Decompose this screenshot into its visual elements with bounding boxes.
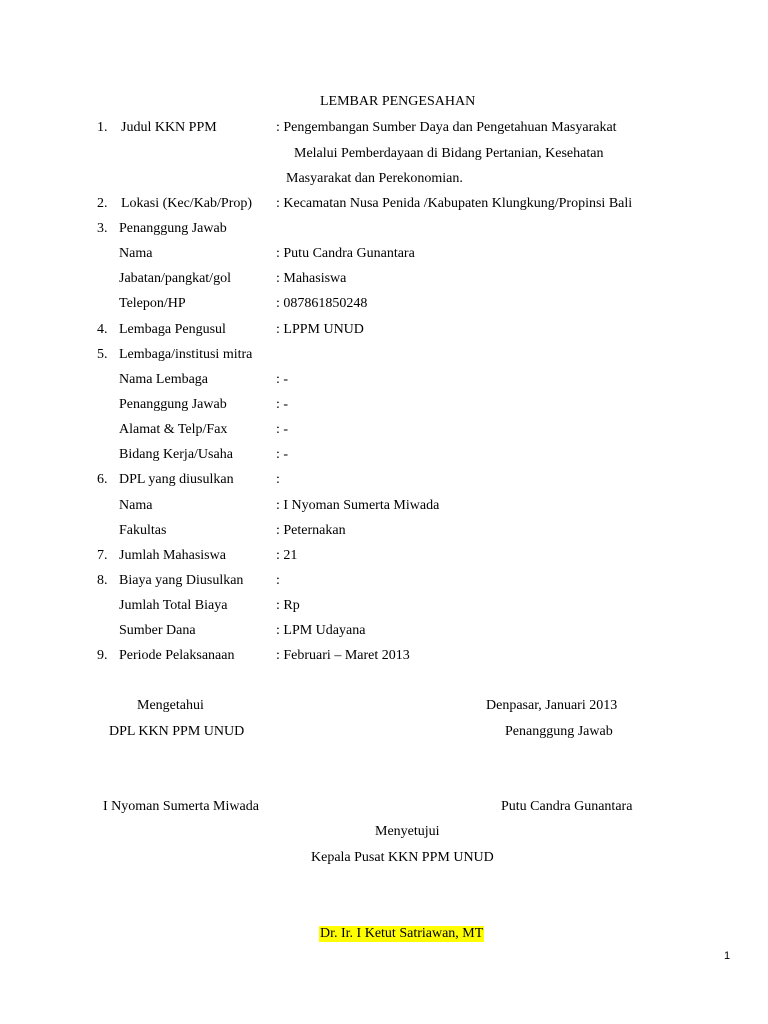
page-number: 1 — [724, 950, 731, 962]
sub-label: Jumlah Total Biaya — [119, 598, 228, 613]
sub-label: Bidang Kerja/Usaha — [119, 447, 233, 462]
item-number: 6. — [97, 472, 108, 487]
sub-label: Telepon/HP — [119, 296, 186, 311]
item-value: : Kecamatan Nusa Penida /Kabupaten Klungkung/Propinsi Bali — [276, 196, 633, 211]
left-signature-role: DPL KKN PPM UNUD — [109, 724, 245, 739]
item-label: Lembaga/institusi mitra — [119, 347, 253, 362]
right-signature-role: Penanggung Jawab — [505, 724, 613, 739]
sub-value: : I Nyoman Sumerta Miwada — [276, 498, 440, 513]
item-value-continuation: Masyarakat dan Perekonomian. — [286, 171, 463, 186]
sub-value: : Putu Candra Gunantara — [276, 246, 415, 261]
item-value: : Pengembangan Sumber Daya dan Pengetahuan Masyarakat — [276, 120, 617, 135]
sub-label: Penanggung Jawab — [119, 397, 227, 412]
sub-value: : LPM Udayana — [276, 623, 366, 638]
sub-label: Nama — [119, 246, 153, 261]
right-signatory-name: Putu Candra Gunantara — [501, 799, 633, 814]
item-number: 1. — [97, 120, 108, 135]
item-number: 3. — [97, 221, 108, 236]
approval-caption: Menyetujui — [375, 824, 440, 839]
item-value: : — [276, 573, 280, 588]
item-label: Lokasi (Kec/Kab/Prop) — [121, 196, 253, 211]
left-signature-caption: Mengetahui — [137, 698, 204, 713]
approval-role: Kepala Pusat KKN PPM UNUD — [311, 850, 494, 865]
item-number: 2. — [97, 196, 108, 211]
sub-label: Jabatan/pangkat/gol — [119, 271, 231, 286]
item-value: : 21 — [276, 548, 298, 563]
sub-value: : - — [276, 372, 289, 387]
sub-value: : - — [276, 447, 289, 462]
item-label: Jumlah Mahasiswa — [119, 548, 226, 563]
item-value: : LPPM UNUD — [276, 322, 364, 337]
right-signature-place-date: Denpasar, Januari 2013 — [486, 698, 618, 713]
sub-value: : Mahasiswa — [276, 271, 347, 286]
item-label: Periode Pelaksanaan — [119, 648, 235, 663]
item-value-continuation: Melalui Pemberdayaan di Bidang Pertanian, Kesehatan — [294, 146, 604, 161]
item-label: Lembaga Pengusul — [119, 322, 226, 337]
sub-value: : 087861850248 — [276, 296, 368, 311]
approval-signatory-name: Dr. Ir. I Ketut Satriawan, MT — [320, 926, 484, 941]
item-label: Judul KKN PPM — [121, 120, 217, 135]
document-title: LEMBAR PENGESAHAN — [320, 94, 476, 109]
sub-label: Alamat & Telp/Fax — [119, 422, 228, 437]
item-label: Biaya yang Diusulkan — [119, 573, 244, 588]
left-signatory-name: I Nyoman Sumerta Miwada — [103, 799, 259, 814]
item-value: : — [276, 472, 280, 487]
sub-label: Fakultas — [119, 523, 167, 538]
item-label: Penanggung Jawab — [119, 221, 227, 236]
item-number: 8. — [97, 573, 108, 588]
item-value: : Februari – Maret 2013 — [276, 648, 410, 663]
item-number: 5. — [97, 347, 108, 362]
item-number: 4. — [97, 322, 108, 337]
sub-value: : Peternakan — [276, 523, 346, 538]
sub-label: Sumber Dana — [119, 623, 196, 638]
sub-label: Nama Lembaga — [119, 372, 209, 387]
sub-value: : - — [276, 397, 289, 412]
sub-value: : Rp — [276, 598, 300, 613]
item-label: DPL yang diusulkan — [119, 472, 234, 487]
item-number: 9. — [97, 648, 108, 663]
item-number: 7. — [97, 548, 108, 563]
sub-value: : - — [276, 422, 289, 437]
sub-label: Nama — [119, 498, 153, 513]
